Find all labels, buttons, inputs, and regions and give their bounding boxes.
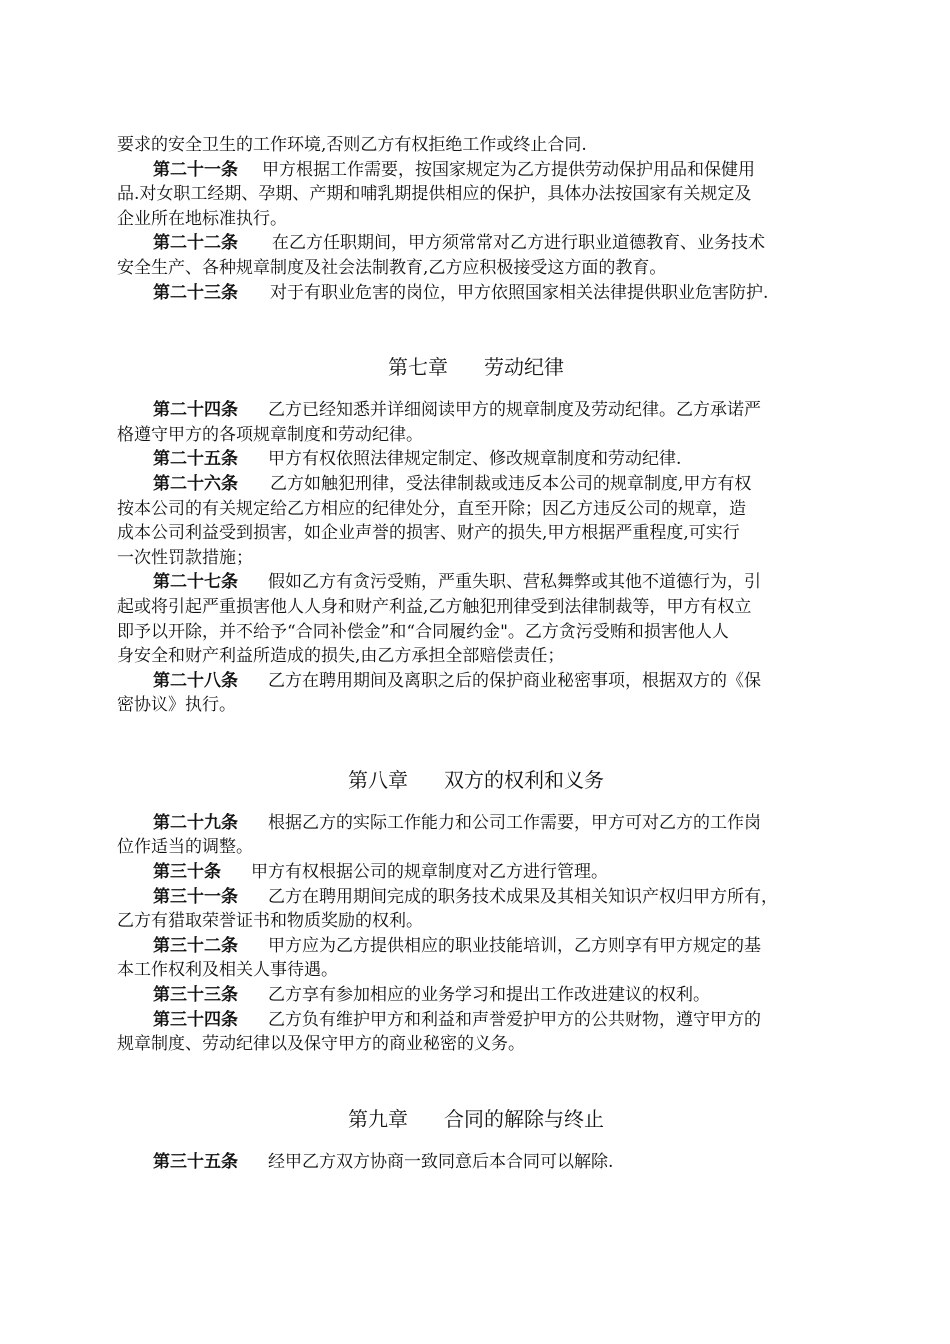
article-number: 第二十九条 [153,812,238,833]
chapter-9-heading [117,1103,835,1135]
text-line: 规章制度、劳动纪律以及保守甲方的商业秘密的义务。 [117,1034,525,1055]
text-line: 企业所在地标准执行。 [117,208,287,229]
document-body [117,133,835,1174]
chapter-title: 双方的权利和义务 [444,767,604,792]
chapter-number: 第八章 [348,767,408,792]
article-text: 乙方在聘用期间及离职之后的保护商业秘密事项，根据双方的《保 [268,670,761,691]
article-34 [117,1008,835,1033]
article-27 [117,570,835,595]
text-line: 本工作权利及相关人事待遇。 [117,960,338,981]
article-text: 乙方如触犯刑律，受法律制裁或违反本公司的规章制度,甲方有权 [270,473,752,494]
article-21 [117,158,835,183]
text-line: 要求的安全卫生的工作环境,否则乙方有权拒绝工作或终止合同. [117,135,587,155]
chapter-title: 劳动纪律 [484,355,564,380]
article-29 [117,811,835,836]
article-text: 甲方有权依照法律规定制定、修改规章制度和劳动纪律. [268,449,682,470]
text-line: 起或将引起严重损害他人人身和财产利益,乙方触犯刑律受到法律制裁等，甲方有权立 [117,596,752,617]
chapter-number: 第九章 [348,1106,408,1131]
article-number: 第二十五条 [153,449,238,470]
article-number: 第二十六条 [153,473,238,494]
article-text: 根据乙方的实际工作能力和公司工作需要，甲方可对乙方的工作岗 [268,812,761,833]
article-text: 经甲乙方双方协商一致同意后本合同可以解除. [268,1151,614,1172]
article-text: 假如乙方有贪污受贿，严重失职、营私舞弊或其他不道德行为，引 [268,572,761,593]
article-number: 第三十二条 [153,935,238,956]
article-text: 在乙方任职期间，甲方须常常对乙方进行职业道德教育、业务技术 [272,233,765,254]
article-number: 第三十四条 [153,1009,238,1030]
article-24 [117,398,835,423]
text-line: 即予以开除，并不给予“合同补偿金”和“合同履约金"。乙方贪污受贿和损害他人人 [117,621,729,642]
article-number: 第二十二条 [153,233,238,254]
chapter-number: 第七章 [388,355,448,380]
article-23 [117,281,835,306]
article-text: 甲方应为乙方提供相应的职业技能培训，乙方则享有甲方规定的基 [268,935,761,956]
text-line: 格遵守甲方的各项规章制度和劳动纪律。 [117,424,423,445]
article-text: 甲方根据工作需要，按国家规定为乙方提供劳动保护用品和保健用 [262,159,755,180]
article-22 [117,231,835,256]
article-text: 乙方享有参加相应的业务学习和提出工作改进建议的权利。 [268,985,710,1006]
article-25 [117,447,835,472]
chapter-title: 合同的解除与终止 [444,1106,604,1131]
text-line: 按本公司的有关规定给乙方相应的纪律处分，直至开除；因乙方违反公司的规章，造 [117,498,746,519]
article-text: 对于有职业危害的岗位，甲方依照国家相关法律提供职业危害防护. [270,282,769,303]
article-number: 第二十七条 [153,572,238,593]
text-line: 身安全和财产利益所造成的损失,由乙方承担全部赔偿责任； [117,646,565,667]
article-text: 乙方负有维护甲方和利益和声誉爱护甲方的公共财物，遵守甲方的 [268,1009,761,1030]
article-30 [117,860,835,885]
text-line: 成本公司利益受到损害，如企业声誉的损害、财产的损失,甲方根据严重程度,可实行 [117,523,740,544]
article-number: 第三十条 [153,862,221,883]
chapter-7-heading [117,351,835,383]
article-number: 第三十三条 [153,985,238,1006]
text-line: 一次性罚款措施； [117,547,253,568]
article-number: 第二十四条 [153,400,238,421]
text-line: 乙方有猎取荣誉证书和物质奖励的权利。 [117,911,423,932]
chapter-8-heading [117,764,835,796]
article-text: 甲方有权根据公司的规章制度对乙方进行管理。 [251,862,608,883]
article-35 [117,1150,835,1175]
text-line: 安全生产、各种规章制度及社会法制教育,乙方应积极接受这方面的教育。 [117,257,667,278]
article-number: 第二十一条 [153,159,238,180]
article-26 [117,472,835,497]
article-text: 乙方已经知悉并详细阅读甲方的规章制度及劳动纪律。乙方承诺严 [268,400,761,421]
article-number: 第三十五条 [153,1151,238,1172]
article-33 [117,983,835,1008]
article-28 [117,669,835,694]
article-31 [117,885,835,910]
article-text: 乙方在聘用期间完成的职务技术成果及其相关知识产权归甲方所有， [268,886,778,907]
article-number: 第三十一条 [153,886,238,907]
text-line: 密协议》执行。 [117,695,236,716]
text-line: 品.对女职工经期、孕期、产期和哺乳期提供相应的保护，具体办法按国家有关规定及 [117,184,752,205]
article-number: 第二十八条 [153,670,238,691]
article-number: 第二十三条 [153,282,238,303]
article-32 [117,934,835,959]
text-line: 位作适当的调整。 [117,837,253,858]
